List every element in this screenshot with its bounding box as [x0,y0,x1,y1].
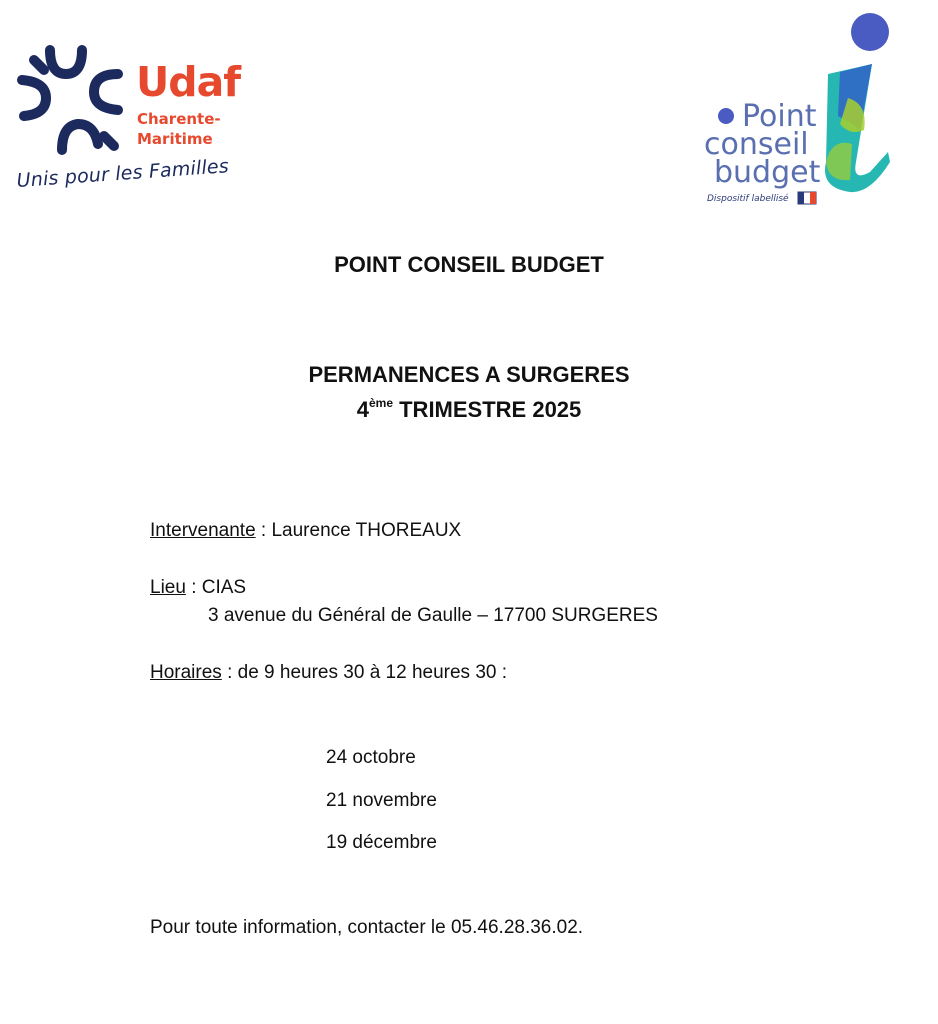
horaires-label: Horaires [150,662,222,683]
page-title: POINT CONSEIL BUDGET [334,252,604,277]
pcb-line-budget: budget [714,155,821,190]
date-item: 19 décembre [326,832,437,853]
pcb-line-conseil: conseil [704,127,809,162]
horaires-value: : de 9 heures 30 à 12 heures 30 : [221,662,508,683]
lieu-address: 3 avenue du Général de Gaulle – 17700 SURGERES [208,605,658,626]
udaf-logo [14,40,264,215]
subtitle-quarter [0,396,938,423]
pcb-subtitle: Dispositif labellisé [707,194,789,204]
contact-line: Pour toute information, contacter le 05.46.28.36.02. [150,917,584,938]
udaf-tagline: Unis pour les Familles [16,155,230,192]
pcb-line-point: Point [742,99,817,134]
intervenant-value: : Laurence THOREAUX [255,520,462,541]
date-item: 21 novembre [326,790,437,811]
lieu-label: Lieu [150,577,186,598]
quarter-superscript: ème [368,396,393,410]
lieu-value: : CIAS [185,577,247,598]
lieu-line [150,577,246,599]
udaf-dept-line2: Maritime [137,130,213,148]
quarter-number: 4 [356,397,369,422]
quarter-rest: TRIMESTRE 2025 [393,397,582,422]
horaires-line [150,662,507,684]
pcb-logo [700,12,900,212]
date-item: 24 octobre [326,747,416,768]
udaf-dept-line1: Charente- [137,110,221,128]
udaf-emblem-icon [14,40,134,160]
intervenant-line [150,520,461,542]
intervenant-label: Intervenante [150,520,256,541]
udaf-brand: Udaf [136,58,241,106]
subtitle-permanences: PERMANENCES A SURGERES [308,362,630,387]
